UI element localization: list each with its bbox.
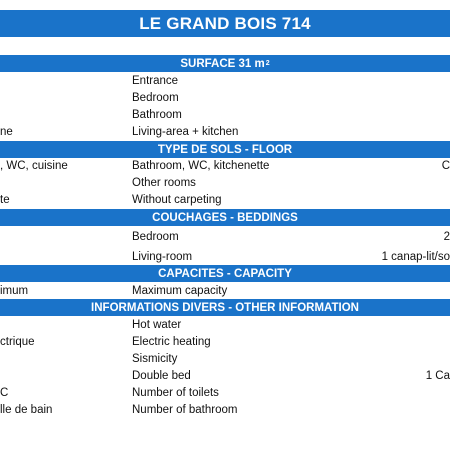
cell-english: Living-room xyxy=(132,251,193,263)
cell-english: Bedroom xyxy=(132,231,179,243)
table-row xyxy=(0,334,450,351)
cell-english: Living-area + kitchen xyxy=(132,126,239,138)
cell-french: te xyxy=(0,194,10,206)
table-row xyxy=(0,351,450,368)
cell-english: Bathroom xyxy=(132,109,182,121)
section-beddings: COUCHAGES - BEDDINGS xyxy=(0,209,450,226)
cell-english: Bathroom, WC, kitchenette xyxy=(132,160,270,172)
table-row xyxy=(0,107,450,124)
section-floor: TYPE DE SOLS - FLOOR xyxy=(0,141,450,158)
section-capacity: CAPACITES - CAPACITY xyxy=(0,265,450,282)
table-row xyxy=(0,192,450,209)
cell-english: Sismicity xyxy=(132,353,178,365)
table-row xyxy=(0,317,450,334)
cell-french: ctrique xyxy=(0,336,35,348)
section-label: SURFACE 31 m xyxy=(180,57,265,70)
table-row xyxy=(0,175,450,192)
table-row xyxy=(0,249,450,266)
table-row xyxy=(0,368,450,385)
table-row xyxy=(0,229,450,246)
cell-english: Entrance xyxy=(132,75,179,87)
table-row xyxy=(0,73,450,90)
page-title: LE GRAND BOIS 714 xyxy=(0,10,450,37)
table-row xyxy=(0,124,450,141)
table-row xyxy=(0,402,450,419)
table-row xyxy=(0,385,450,402)
cell-value: 1 canap-lit/so xyxy=(381,251,450,263)
cell-english: Maximum capacity xyxy=(132,285,228,297)
table-row xyxy=(0,158,450,175)
cell-english: Number of toilets xyxy=(132,387,219,399)
cell-english: Bedroom xyxy=(132,92,179,104)
cell-english: Electric heating xyxy=(132,336,211,348)
table-row xyxy=(0,90,450,107)
cell-english: Double bed xyxy=(132,370,191,382)
cell-english: Without carpeting xyxy=(132,194,222,206)
section-superscript: 2 xyxy=(265,60,270,67)
cell-value: 2 xyxy=(443,231,450,243)
cell-french: lle de bain xyxy=(0,404,53,416)
cell-french: ne xyxy=(0,126,13,138)
cell-english: Other rooms xyxy=(132,177,196,189)
cell-english: Number of bathroom xyxy=(132,404,238,416)
cell-value: 1 Ca xyxy=(425,370,450,382)
cell-value: C xyxy=(441,160,450,172)
cell-french: imum xyxy=(0,285,29,297)
cell-french: , WC, cuisine xyxy=(0,160,68,172)
table-row xyxy=(0,283,450,300)
cell-french: C xyxy=(0,387,9,399)
cell-english: Hot water xyxy=(132,319,182,331)
section-other-information: INFORMATIONS DIVERS - OTHER INFORMATION xyxy=(0,299,450,316)
section-surface xyxy=(0,55,450,72)
